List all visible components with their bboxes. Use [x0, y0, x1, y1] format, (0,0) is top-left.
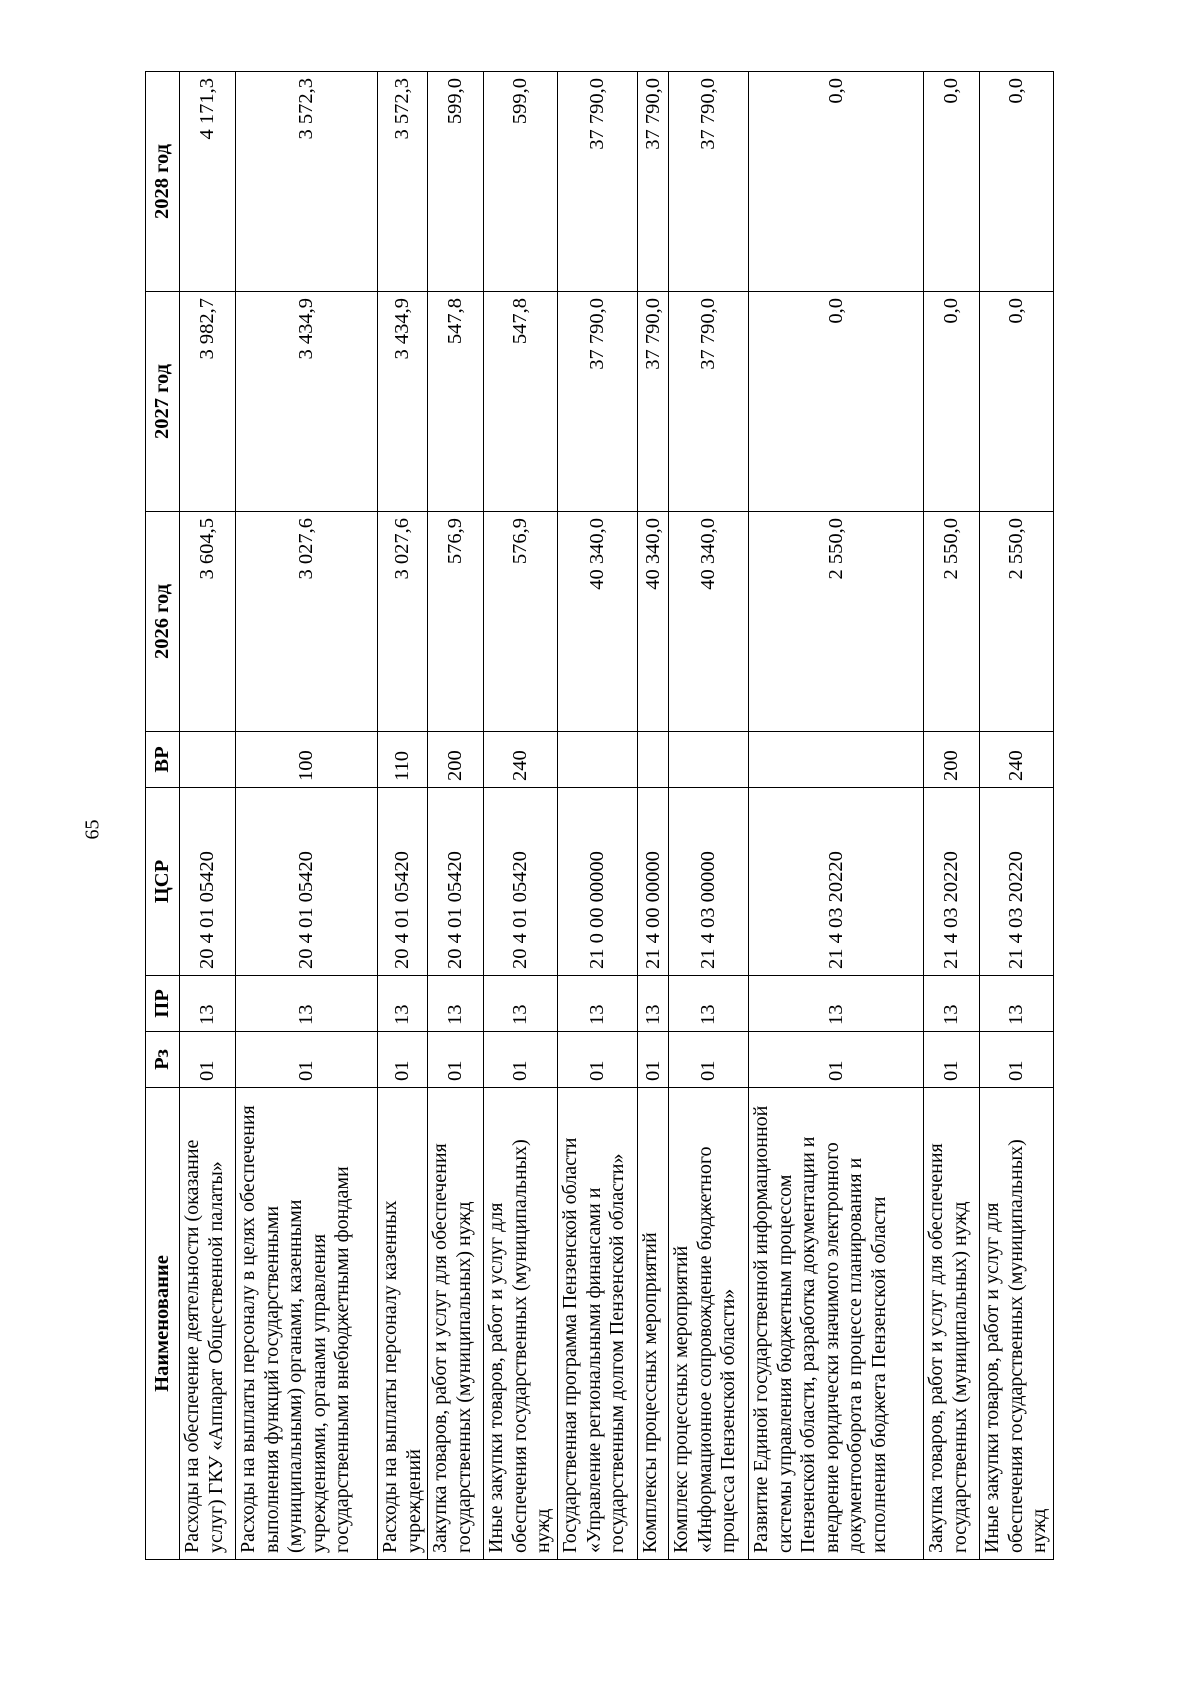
cell-pr: 13	[557, 976, 637, 1032]
cell-vr: 110	[378, 732, 428, 788]
cell-y2028: 0,0	[748, 72, 923, 292]
cell-pr: 13	[668, 976, 748, 1032]
cell-pr: 13	[378, 976, 428, 1032]
cell-y2027: 547,8	[484, 292, 558, 512]
cell-y2028: 37 790,0	[637, 72, 668, 292]
cell-rz: 01	[428, 1032, 484, 1088]
cell-y2027: 0,0	[748, 292, 923, 512]
table-body	[180, 72, 1054, 1560]
cell-csr: 20 4 01 05420	[484, 788, 558, 976]
table-row	[557, 72, 637, 1560]
cell-rz: 01	[236, 1032, 378, 1088]
cell-y2028: 599,0	[428, 72, 484, 292]
cell-pr: 13	[484, 976, 558, 1032]
cell-y2026: 40 340,0	[668, 512, 748, 732]
cell-rz: 01	[637, 1032, 668, 1088]
cell-name: Развитие Единой государственной информационной системы управления бюджетным процессом Пензенской области, разработка документации и внедрение юридически значимого электронного документооборота в процессе планирования и исполнения бюджета Пензенской области	[748, 1088, 923, 1560]
cell-y2027: 547,8	[428, 292, 484, 512]
cell-y2026: 3 027,6	[236, 512, 378, 732]
table-row	[180, 72, 236, 1560]
cell-csr: 21 4 03 00000	[668, 788, 748, 976]
header-pr: ПР	[146, 976, 180, 1032]
cell-y2026: 40 340,0	[637, 512, 668, 732]
cell-vr	[557, 732, 637, 788]
cell-csr: 20 4 01 05420	[180, 788, 236, 976]
cell-rz: 01	[923, 1032, 979, 1088]
cell-y2028: 0,0	[923, 72, 979, 292]
cell-name: Расходы на выплаты персоналу в целях обеспечения выполнения функций государственными (муниципальными) органами, казенными учреждениями, органами управления государственными внебюджетными фондами	[236, 1088, 378, 1560]
cell-csr: 21 0 00 00000	[557, 788, 637, 976]
cell-y2028: 0,0	[979, 72, 1053, 292]
table-row	[923, 72, 979, 1560]
cell-vr	[637, 732, 668, 788]
cell-name: Закупка товаров, работ и услуг для обеспечения государственных (муниципальных) нужд	[923, 1088, 979, 1560]
cell-y2026: 3 604,5	[180, 512, 236, 732]
cell-rz: 01	[557, 1032, 637, 1088]
cell-pr: 13	[748, 976, 923, 1032]
table-header-row	[146, 72, 180, 1560]
cell-y2026: 2 550,0	[923, 512, 979, 732]
cell-y2026: 2 550,0	[979, 512, 1053, 732]
cell-vr: 200	[923, 732, 979, 788]
cell-pr: 13	[979, 976, 1053, 1032]
header-2027: 2027 год	[146, 292, 180, 512]
cell-name: Комплекс процессных мероприятий «Информационное сопровождение бюджетного процесса Пензенской области»	[668, 1088, 748, 1560]
cell-vr: 200	[428, 732, 484, 788]
cell-rz: 01	[378, 1032, 428, 1088]
table-row	[748, 72, 923, 1560]
table-row	[668, 72, 748, 1560]
cell-name: Иные закупки товаров, работ и услуг для обеспечения государственных (муниципальных) нужд	[979, 1088, 1053, 1560]
cell-pr: 13	[428, 976, 484, 1032]
header-2028: 2028 год	[146, 72, 180, 292]
table-row	[428, 72, 484, 1560]
header-rz: Рз	[146, 1032, 180, 1088]
cell-csr: 21 4 03 20220	[748, 788, 923, 976]
cell-rz: 01	[484, 1032, 558, 1088]
cell-y2028: 37 790,0	[668, 72, 748, 292]
cell-y2028: 599,0	[484, 72, 558, 292]
header-vr: ВР	[146, 732, 180, 788]
table-row	[637, 72, 668, 1560]
cell-rz: 01	[668, 1032, 748, 1088]
cell-y2027: 3 434,9	[236, 292, 378, 512]
cell-y2027: 37 790,0	[557, 292, 637, 512]
cell-y2028: 4 171,3	[180, 72, 236, 292]
cell-y2026: 40 340,0	[557, 512, 637, 732]
cell-vr: 240	[484, 732, 558, 788]
cell-pr: 13	[236, 976, 378, 1032]
cell-csr: 21 4 03 20220	[979, 788, 1053, 976]
cell-y2027: 37 790,0	[668, 292, 748, 512]
cell-csr: 20 4 01 05420	[236, 788, 378, 976]
cell-csr: 20 4 01 05420	[378, 788, 428, 976]
cell-rz: 01	[180, 1032, 236, 1088]
cell-pr: 13	[180, 976, 236, 1032]
cell-csr: 21 4 00 00000	[637, 788, 668, 976]
cell-pr: 13	[923, 976, 979, 1032]
cell-vr: 240	[979, 732, 1053, 788]
cell-y2026: 2 550,0	[748, 512, 923, 732]
cell-vr	[668, 732, 748, 788]
cell-y2027: 0,0	[979, 292, 1053, 512]
cell-y2027: 3 434,9	[378, 292, 428, 512]
page-number: 65	[81, 819, 104, 840]
cell-y2027: 3 982,7	[180, 292, 236, 512]
header-name: Наименование	[146, 1088, 180, 1560]
rotated-page-content	[145, 72, 1051, 1560]
budget-table	[145, 71, 1054, 1560]
cell-y2027: 37 790,0	[637, 292, 668, 512]
cell-name: Комплексы процессных мероприятий	[637, 1088, 668, 1560]
cell-name: Расходы на обеспечение деятельности (оказание услуг) ГКУ «Аппарат Общественной палаты»	[180, 1088, 236, 1560]
cell-y2027: 0,0	[923, 292, 979, 512]
cell-name: Расходы на выплаты персоналу казенных учреждений	[378, 1088, 428, 1560]
cell-rz: 01	[748, 1032, 923, 1088]
cell-y2026: 3 027,6	[378, 512, 428, 732]
cell-pr: 13	[637, 976, 668, 1032]
header-2026: 2026 год	[146, 512, 180, 732]
table-row	[484, 72, 558, 1560]
table-row	[979, 72, 1053, 1560]
cell-y2026: 576,9	[484, 512, 558, 732]
cell-rz: 01	[979, 1032, 1053, 1088]
cell-y2028: 3 572,3	[378, 72, 428, 292]
cell-name: Закупка товаров, работ и услуг для обеспечения государственных (муниципальных) нужд	[428, 1088, 484, 1560]
cell-name: Государственная программа Пензенской области «Управление региональными финансами и государственным долгом Пензенской области»	[557, 1088, 637, 1560]
table-row	[236, 72, 378, 1560]
cell-csr: 20 4 01 05420	[428, 788, 484, 976]
table-row	[378, 72, 428, 1560]
cell-vr: 100	[236, 732, 378, 788]
cell-csr: 21 4 03 20220	[923, 788, 979, 976]
cell-y2028: 37 790,0	[557, 72, 637, 292]
header-csr: ЦСР	[146, 788, 180, 976]
cell-name: Иные закупки товаров, работ и услуг для обеспечения государственных (муниципальных) нужд	[484, 1088, 558, 1560]
cell-y2026: 576,9	[428, 512, 484, 732]
cell-vr	[180, 732, 236, 788]
cell-y2028: 3 572,3	[236, 72, 378, 292]
cell-vr	[748, 732, 923, 788]
